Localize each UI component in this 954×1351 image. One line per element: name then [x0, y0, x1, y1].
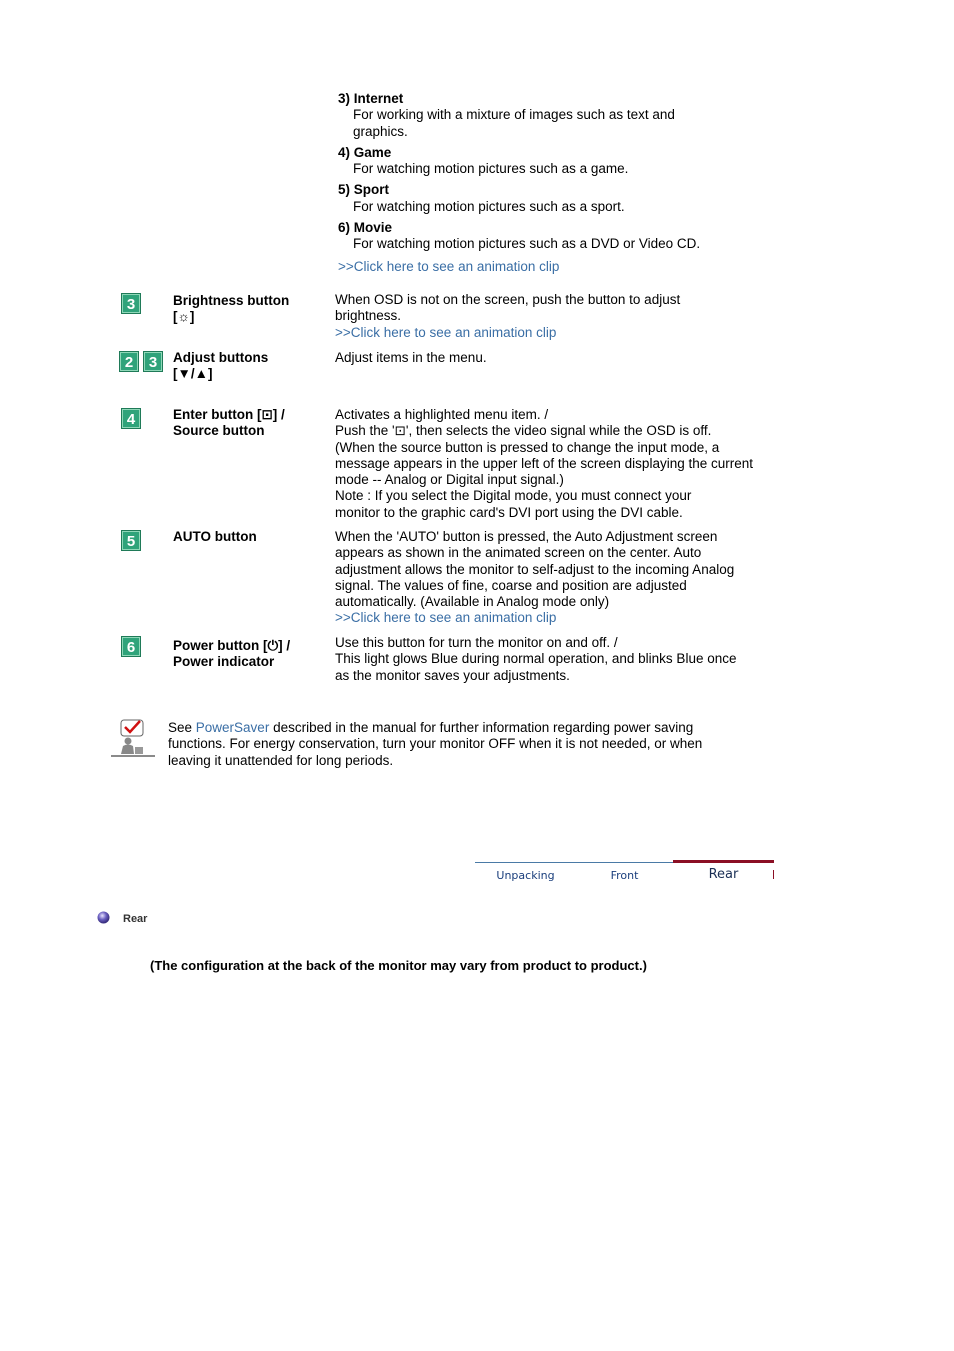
label-line: Enter button [⊡] / [173, 407, 285, 422]
adjust-desc: Adjust items in the menu. [335, 350, 487, 365]
desc-text: Note : If you select the Digital mode, you must connect your monitor to the graphic card's DVI port using the DVI cable. [335, 488, 692, 520]
adjust-label [173, 350, 323, 383]
desc-text: Activates a highlighted menu item. / [335, 407, 549, 422]
note-text: described in the manual for further information regarding power saving functions. For energy conservation, turn your monitor OFF when it is not needed, or when leaving it unattended for long periods. [168, 720, 703, 768]
button-number-badge: 3 [143, 351, 163, 372]
desc-text: When OSD is not on the screen, push the button to adjust brightness. [335, 292, 681, 324]
mode-title: 4) Game [338, 144, 392, 160]
animation-link[interactable]: >>Click here to see an animation clip [335, 610, 557, 626]
auto-label [173, 529, 323, 545]
section-tabs [475, 860, 774, 884]
tab-unpacking[interactable] [475, 860, 576, 884]
auto-desc [335, 529, 753, 627]
mode-title: 5) Sport [338, 182, 390, 198]
note-icon [111, 718, 155, 758]
animation-link[interactable]: >>Click here to see an animation clip [335, 324, 557, 340]
label-line: Power indicator [173, 654, 275, 670]
mode-item [338, 182, 758, 215]
powersaver-link[interactable]: PowerSaver [195, 720, 270, 735]
label-line: Brightness button [173, 293, 290, 308]
tab-label: Front [610, 869, 639, 882]
tab-front[interactable] [576, 860, 673, 884]
note-text: See [168, 720, 196, 735]
tab-label: Unpacking [496, 869, 555, 882]
brightness-label [173, 293, 323, 326]
desc-text: When the 'AUTO' button is pressed, the Auto Adjustment screen appears as shown in the animated screen on the center. Auto adjustment allows the monitor to self-adjust to the incoming Analog signal. The values of fine, coarse and position are adjusted automatically. (Available in Analog mode only) [335, 529, 735, 610]
power-saver-note [168, 720, 748, 769]
mode-item [338, 145, 758, 178]
enter-label [173, 407, 323, 440]
mode-item [338, 220, 758, 253]
enter-desc [335, 407, 753, 521]
label-line: AUTO button [173, 529, 257, 544]
label-line: Power button [⏻] / [173, 638, 291, 653]
button-number-badge: 3 [121, 293, 141, 314]
button-number-badge: 5 [121, 530, 141, 551]
label-line: Adjust buttons [173, 350, 269, 365]
desc-text: Use this button for turn the monitor on and off. / [335, 635, 618, 650]
desc-text: This light glows Blue during normal operation, and blinks Blue once as the monitor saves your adjustments. [335, 651, 737, 683]
mode-desc: For watching motion pictures such as a game. [353, 161, 629, 177]
power-label [173, 638, 323, 671]
tab-rear[interactable] [673, 860, 774, 884]
label-line: [☼] [173, 309, 195, 325]
configuration-note: (The configuration at the back of the monitor may vary from product to product.) [150, 958, 647, 973]
label-line: Source button [173, 423, 265, 439]
animation-link[interactable]: >>Click here to see an animation clip [338, 258, 560, 274]
power-desc [335, 635, 745, 684]
button-number-badge: 4 [121, 408, 141, 429]
mode-title: 3) Internet [338, 91, 404, 106]
label-line: [▼/▲] [173, 366, 213, 382]
mode-desc: For watching motion pictures such as a DVD or Video CD. [353, 236, 701, 252]
bullet-icon [97, 911, 110, 924]
mode-item [338, 91, 758, 140]
mode-list [338, 91, 758, 275]
brightness-desc [335, 292, 730, 341]
desc-text: Push the '⊡', then selects the video signal while the OSD is off. (When the source button is pressed to change the input mode, a message appears in the upper left of the screen displaying the current mode -- Analog or Digital input signal.) [335, 423, 753, 488]
mode-desc: For watching motion pictures such as a sport. [353, 198, 625, 214]
mode-title: 6) Movie [338, 220, 393, 236]
button-number-badge: 6 [121, 636, 141, 657]
button-number-badge: 2 [119, 351, 139, 372]
tab-label: Rear [708, 867, 739, 882]
mode-desc: For working with a mixture of images such as text and graphics. [353, 107, 675, 139]
section-title: Rear [123, 913, 148, 925]
